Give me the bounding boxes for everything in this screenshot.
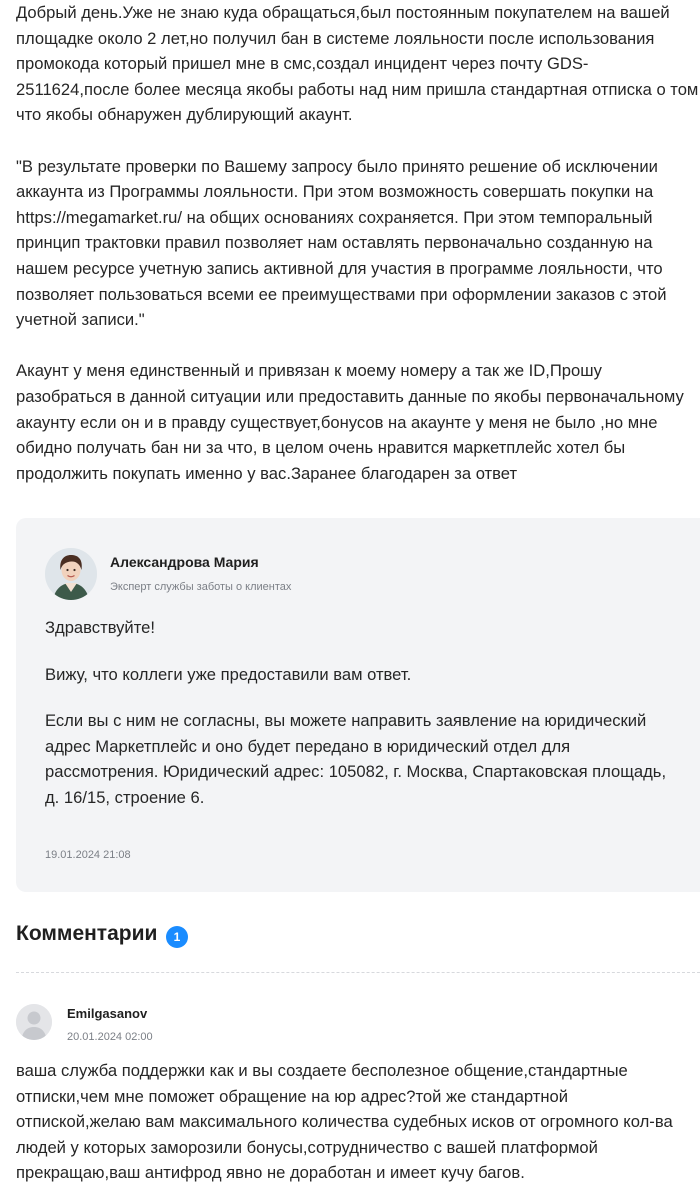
review-paragraph-2 — [16, 154, 700, 333]
answer-line: Если вы с ним не согласны, вы можете направить заявление на юридический — [45, 711, 647, 731]
comment-line: отписки,чем мне поможет обращение на юр адрес?той же стандартной — [16, 1086, 569, 1106]
review-line: разобраться в данной ситуации или предоставить данные по якобы первоначальному — [16, 386, 684, 406]
answer-timestamp: 19.01.2024 21:08 — [45, 849, 131, 861]
expert-avatar[interactable] — [45, 548, 97, 600]
review-line: аккаунта из Программы лояльности. При этом возможность совершать покупки на — [16, 182, 654, 202]
review-line: принцип трактовки правил позволяет нам оставлять первоначально созданную на — [16, 233, 653, 253]
review-line: 2511624,после более месяца якобы работы над ним пришла стандартная отписка о том — [16, 79, 699, 99]
review-line: https://megamarket.ru/ на общих основаниях сохраняется. При этом темпоральный — [16, 207, 653, 227]
comments-count-badge: 1 — [166, 926, 188, 948]
review-line: "В результате проверки по Вашему запросу было принято решение об исключении — [16, 156, 658, 176]
answer-greeting: Здравствуйте! — [45, 618, 155, 637]
review-line: продолжить покупать именно у вас.Заранее благодарен за ответ — [16, 463, 518, 483]
review-paragraph-1 — [16, 0, 700, 128]
answer-line: Вижу, что коллеги уже предоставили вам ответ. — [45, 664, 412, 684]
comment-avatar[interactable] — [16, 1004, 52, 1040]
comment-line: отпиской,желаю вам максимального количества судебных исков от огромного кол-ва — [16, 1112, 673, 1132]
comment-text — [16, 1058, 673, 1186]
answer-line: д. 16/15, строение 6. — [45, 787, 205, 807]
answer-paragraph — [45, 708, 666, 810]
review-paragraph-3 — [16, 358, 700, 486]
comment-timestamp: 20.01.2024 02:00 — [67, 1031, 153, 1043]
expert-answer-text — [45, 615, 666, 811]
expert-name[interactable]: Александрова Мария — [110, 554, 259, 570]
review-line: учетной записи." — [16, 310, 145, 330]
review-line: Акаунт у меня единственный и привязан к моему номеру а так же ID,Прошу — [16, 361, 602, 381]
answer-line: рассмотрения. Юридический адрес: 105082, г. Москва, Спартаковская площадь, — [45, 762, 667, 782]
review-line: промокода который пришел мне в смс,создал инцидент через почту GDS- — [16, 54, 589, 74]
review-line: позволяет пользоваться всеми ее преимуществами при оформлении заказов с этой — [16, 284, 667, 304]
review-text — [16, 0, 700, 486]
review-line: обидно получать бан ни за что, в целом очень нравится маркетплейс хотел бы — [16, 438, 626, 458]
review-line: площадке около 2 лет,но получил бан в системе лояльности после использования — [16, 28, 655, 48]
review-line: Добрый день.Уже не знаю куда обращаться,был постоянным покупателем на вашей — [16, 3, 670, 22]
expert-avatar-photo-icon — [45, 548, 97, 600]
expert-role: Эксперт службы заботы о клиентах — [110, 581, 292, 593]
review-line: что якобы обнаружен дублирующий акаунт. — [16, 105, 353, 125]
default-user-avatar-icon — [16, 1004, 52, 1040]
comments-heading: Комментарии — [16, 922, 158, 945]
review-line: акаунту если он и в правду существует,бонусов на акаунте у меня не было ,но мне — [16, 412, 658, 432]
comment-author[interactable]: Emilgasanov — [67, 1006, 148, 1021]
expert-answer-card — [16, 518, 700, 892]
comment-line: людей у которых заморозили бонусы,сотрудничество с вашей платформой — [16, 1137, 598, 1157]
comment-line: прекращаю,ваш антифрод явно не доработан и имеет кучу багов. — [16, 1163, 525, 1183]
review-line: нашем ресурсе учетную запись активной для участия в программе лояльности, что — [16, 258, 663, 278]
comment-line: ваша служба поддержки как и вы создаете бесполезное общение,стандартные — [16, 1061, 628, 1080]
comments-divider — [16, 972, 700, 973]
answer-line: адрес Маркетплейс и оно будет передано в юридический отдел для — [45, 736, 571, 756]
